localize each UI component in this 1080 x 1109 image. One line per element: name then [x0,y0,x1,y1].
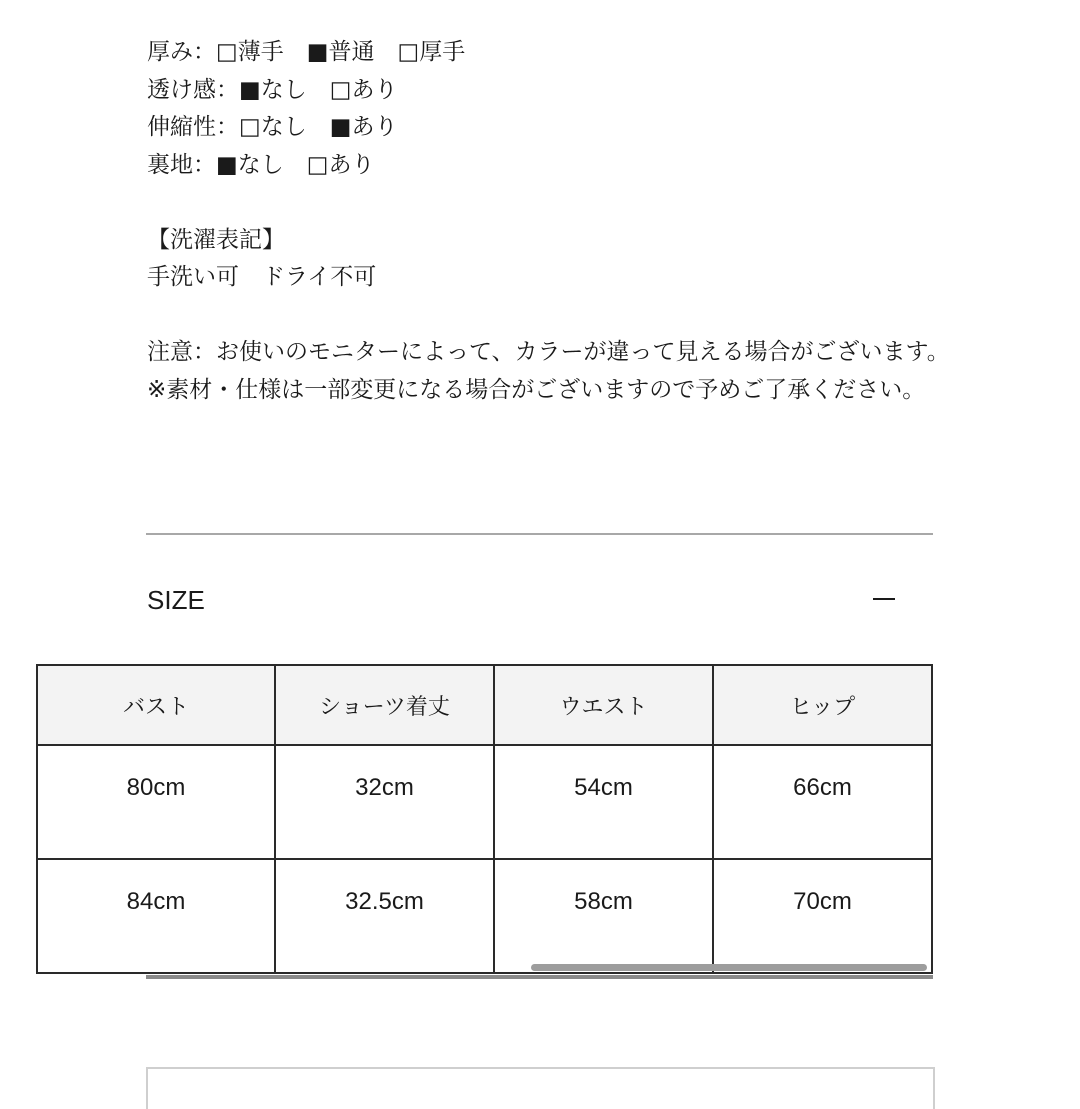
table-row [37,859,932,973]
table-header-row [37,665,932,745]
table-cell: 58cm [494,859,713,973]
table-cell: 32cm [275,745,494,859]
minus-icon[interactable] [873,598,895,600]
care-text: 手洗い可 ドライ不可 [147,264,377,290]
table-cell: 66cm [713,745,932,859]
spec-sheer: 透け感：■なし □あり [147,76,398,103]
next-section-box [146,1067,935,1109]
note-monitor: 注意：お使いのモニターによって、カラーが違って見える場合がございます。 [147,339,950,365]
spec-stretch: 伸縮性：□なし ■あり [147,114,398,140]
table-cell: 54cm [494,745,713,859]
table-cell: 70cm [713,859,932,973]
section-divider [146,533,933,535]
size-table-scroll-area[interactable] [122,664,933,978]
spec-thickness: 厚み：□薄手 ■普通 □厚手 [147,39,466,65]
table-bottom-border [146,975,933,979]
header-waist: ウエスト [494,665,713,745]
table-row [37,745,932,859]
table-cell: 80cm [37,745,275,859]
size-table [36,664,933,974]
horizontal-scrollbar[interactable] [531,964,927,971]
table-cell: 84cm [37,859,275,973]
header-bust: バスト [37,665,275,745]
header-shorts-length: ショーツ着丈 [275,665,494,745]
note-material: ※素材・仕様は一部変更になる場合がございますので予めご了承ください。 [147,376,926,403]
table-cell: 32.5cm [275,859,494,973]
header-hip: ヒップ [713,665,932,745]
care-heading: 【洗濯表記】 [147,226,285,253]
product-spec [147,34,950,409]
spec-lining: 裏地：■なし □あり [147,151,375,178]
size-section-title[interactable]: SIZE [147,585,205,615]
